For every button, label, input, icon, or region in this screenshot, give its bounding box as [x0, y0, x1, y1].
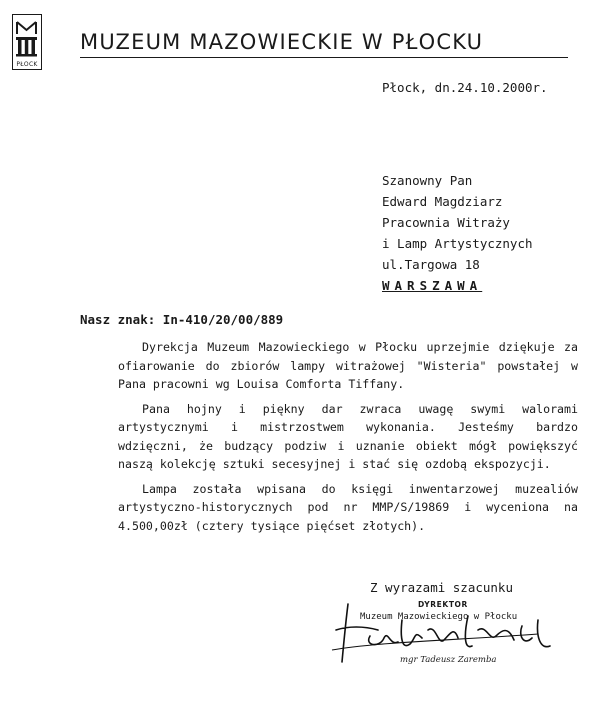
body-paragraph-1: Dyrekcja Muzeum Mazowieckiego w Płocku uprzejmie dziękuje za ofiarowanie do zbiorów lampy witrażowej "Wisteria" powstałej w Pana pracowni wg Louisa Comforta Tiffany.: [118, 340, 578, 391]
body-paragraph-3: Lampa została wpisana do księgi inwentarzowej muzealiów artystyczno-historycznych pod nr MMP/S/19869 i wyceniona na 4.500,00zł (cztery tysiące pięćset złotych).: [118, 481, 578, 533]
logo-caption: PŁOCK: [16, 61, 38, 68]
museum-logo: [12, 14, 42, 70]
recipient-street: ul.Targowa 18: [382, 257, 480, 272]
letterhead-divider: [80, 57, 568, 58]
recipient-address: [382, 173, 533, 299]
stamp-director-name: mgr Tadeusz Zaremba: [400, 655, 497, 665]
recipient-company-line2: i Lamp Artystycznych: [382, 236, 533, 251]
museum-logo-icon: [13, 18, 40, 58]
stamp-title: DYREKTOR: [418, 600, 468, 609]
recipient-company-line1: Pracownia Witraży: [382, 215, 510, 230]
body-paragraph-2: Pana hojny i piękny dar zwraca uwagę swymi walorami artystycznymi i mistrzostwem wykonania. Jesteśmy bardzo wdzięczni, że budzący podziw i uznanie obiekt mógł powiększyć naszą kolekcję sztuki secesyjnej i stać się ozdobą ekspozycji.: [118, 401, 578, 471]
closing-phrase: Z wyrazami szacunku: [370, 580, 513, 595]
recipient-city: WARSZAWA: [382, 278, 483, 293]
reference-number: In-410/20/00/889: [162, 312, 284, 327]
stamp-museum: Muzeum Mazowieckiego w Płocku: [360, 612, 518, 622]
letter-body: [118, 338, 578, 541]
place-date: Płock, dn.24.10.2000r.: [382, 80, 548, 95]
recipient-salutation: Szanowny Pan: [382, 173, 473, 188]
recipient-name: Edward Magdziarz: [382, 194, 503, 209]
museum-name: MUZEUM MAZOWIECKIE W PŁOCKU: [80, 30, 484, 54]
reference-line: [80, 312, 283, 327]
reference-label: Nasz znak:: [80, 312, 156, 327]
